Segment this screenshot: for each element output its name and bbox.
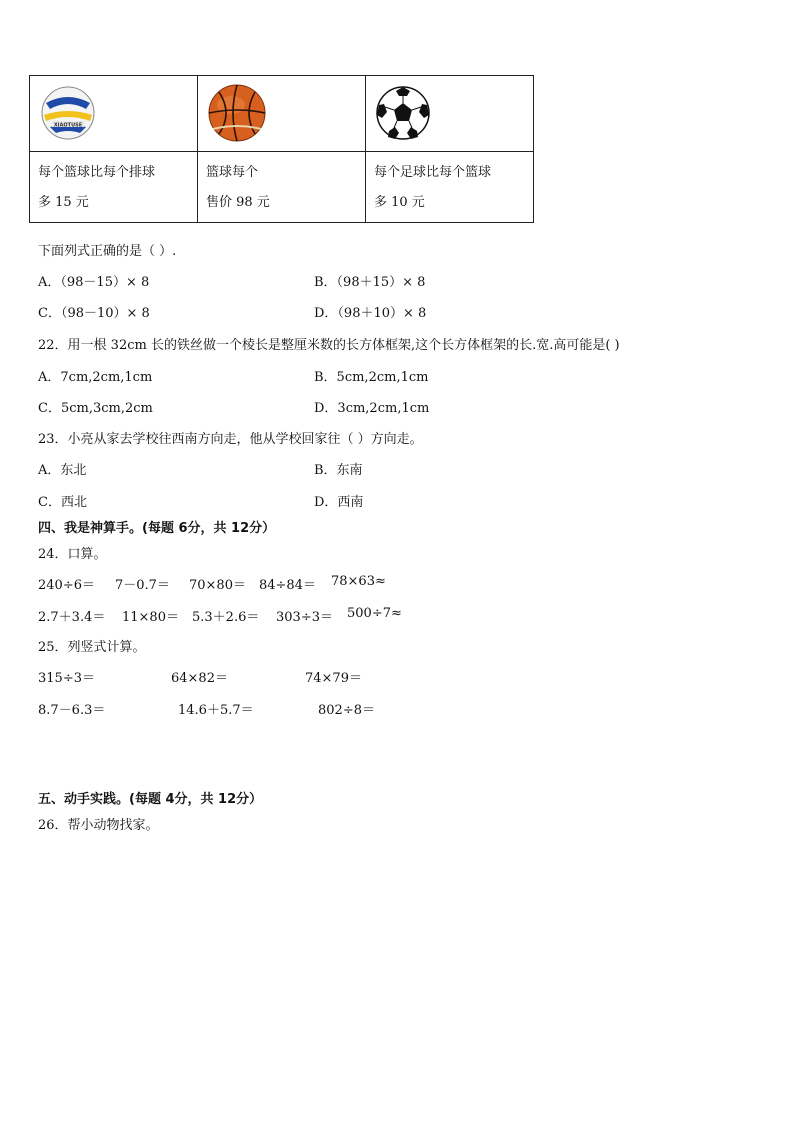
- calc-item: 2.7＋3.4＝: [38, 610, 106, 625]
- soccer-ball-icon: [375, 85, 431, 141]
- calc-item: 70×80＝: [189, 578, 246, 593]
- option-c: C．5cm,3cm,2cm: [38, 401, 153, 416]
- option-d: D．西南: [314, 495, 364, 510]
- calc-item: 14.6＋5.7＝: [178, 703, 254, 718]
- calc-item: 5.3＋2.6＝: [192, 610, 260, 625]
- question-24-stem: 24．口算。: [38, 547, 107, 562]
- section-4-title: 四、我是神算手。(每题 6分，共 12分）: [38, 521, 276, 536]
- calc-item: 7－0.7＝: [115, 578, 170, 593]
- table-cell-line1: 每个足球比每个篮球: [374, 165, 492, 180]
- option-a: A．东北: [38, 463, 87, 478]
- option-b: B．东南: [314, 463, 363, 478]
- basketball-icon: [207, 83, 267, 143]
- option-c: C．（98－10）× 8: [38, 306, 150, 321]
- table-divider: [365, 76, 366, 222]
- table-divider: [197, 76, 198, 222]
- calc-item: 11×80＝: [122, 610, 179, 625]
- table-cell-line1: 每个篮球比每个排球: [38, 165, 156, 180]
- question-22-stem: 22．用一根 32cm 长的铁丝做一个棱长是整厘米数的长方体框架,这个长方体框架的长.宽.高可能是( ): [38, 338, 620, 353]
- calc-item: 64×82＝: [171, 671, 228, 686]
- option-a: A．7cm,2cm,1cm: [38, 370, 153, 385]
- calc-item: 74×79＝: [305, 671, 362, 686]
- calc-item: 8.7－6.3＝: [38, 703, 106, 718]
- question-21-stem: 下面列式正确的是（ ）.: [38, 244, 177, 259]
- calc-item: 78×63≈: [331, 574, 386, 589]
- price-table: [29, 75, 534, 223]
- table-cell-line1: 篮球每个: [206, 165, 259, 180]
- calc-item: 303÷3＝: [276, 610, 333, 625]
- option-b: B．5cm,2cm,1cm: [314, 370, 429, 385]
- table-cell-line2: 多 10 元: [374, 195, 425, 210]
- option-c: C．西北: [38, 495, 87, 510]
- question-23-stem: 23．小亮从家去学校往西南方向走，他从学校回家往（ ）方向走。: [38, 432, 423, 447]
- option-d: D．（98＋10）× 8: [314, 306, 427, 321]
- option-b: B．（98＋15）× 8: [314, 275, 426, 290]
- calc-item: 802÷8＝: [318, 703, 375, 718]
- ball-logo-text: XIAOTUSE: [53, 122, 83, 129]
- table-cell-line2: 多 15 元: [38, 195, 89, 210]
- question-25-stem: 25．列竖式计算。: [38, 640, 146, 655]
- calc-item: 315÷3＝: [38, 671, 95, 686]
- question-26-stem: 26．帮小动物找家。: [38, 818, 159, 833]
- calc-item: 84÷84＝: [259, 578, 316, 593]
- table-cell-line2: 售价 98 元: [206, 195, 270, 210]
- calc-item: 240÷6＝: [38, 578, 95, 593]
- table-divider: [30, 151, 533, 152]
- option-a: A．（98－15）× 8: [38, 275, 150, 290]
- calc-item: 500÷7≈: [347, 606, 402, 621]
- volleyball-icon: [40, 85, 96, 141]
- section-5-title: 五、动手实践。(每题 4分，共 12分）: [38, 792, 263, 807]
- option-d: D．3cm,2cm,1cm: [314, 401, 430, 416]
